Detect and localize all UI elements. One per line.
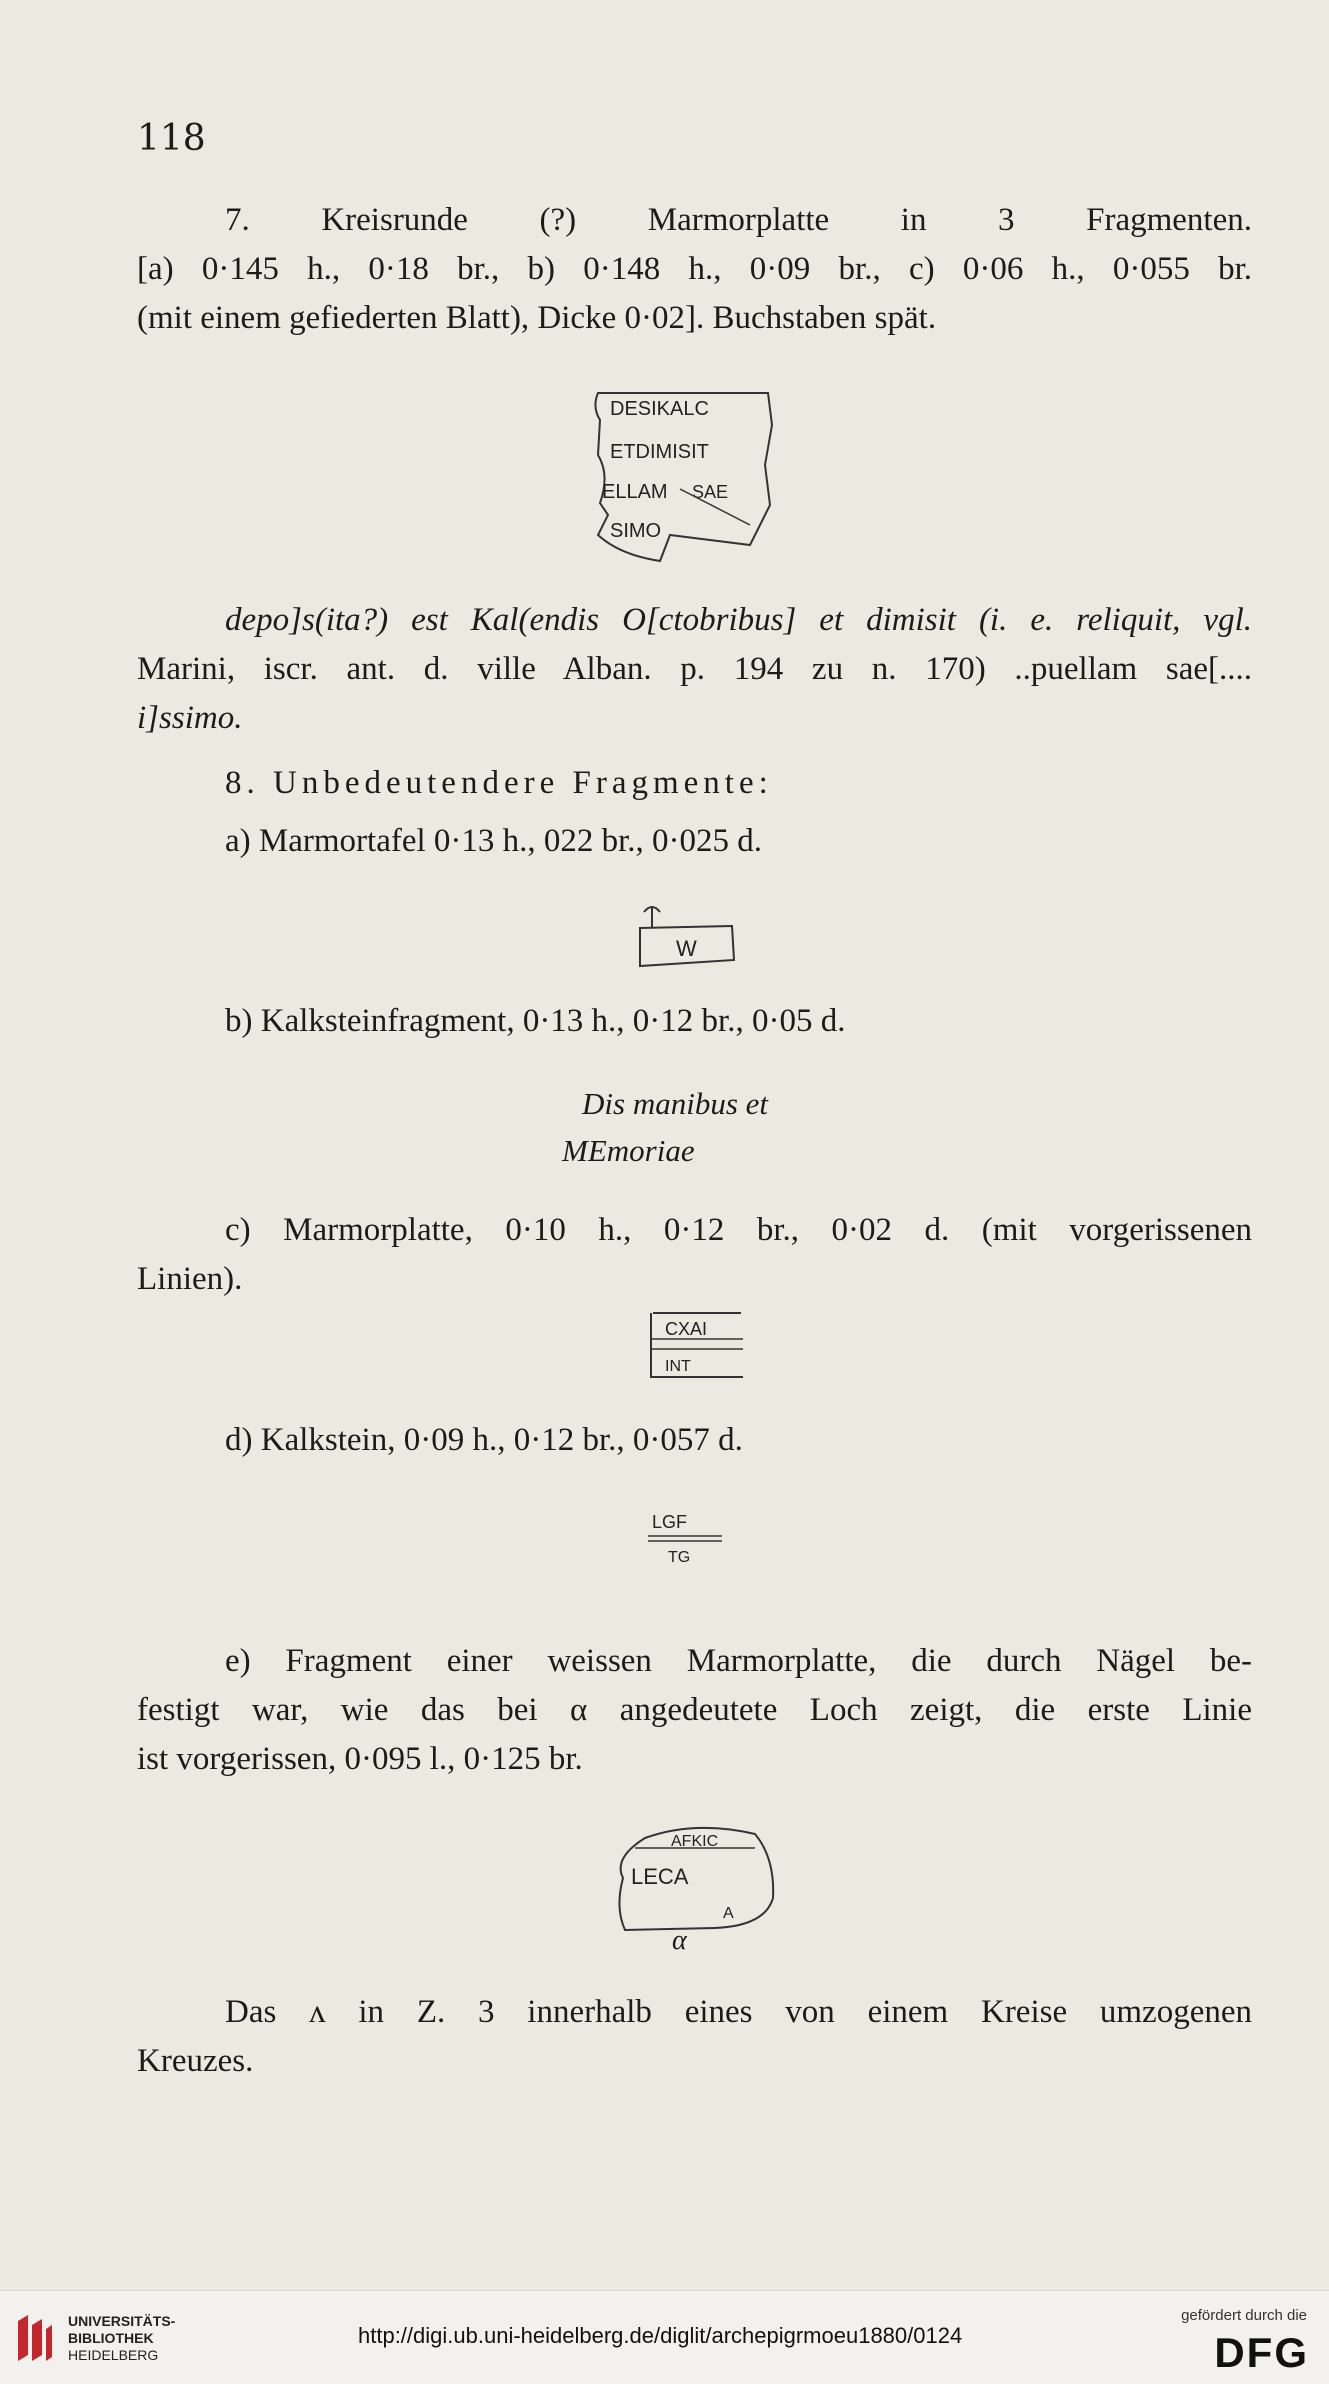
fig7-line-2: ETDIMISIT — [610, 441, 709, 463]
fig8d-line-1: LGF — [652, 1512, 688, 1532]
footer-bar — [0, 2290, 1329, 2384]
inscription-figure-8a — [632, 898, 742, 978]
section-8c-line-2: Linien). — [137, 1261, 243, 1297]
section-8a: a) Marmortafel 0·13 h., 022 br., 0·025 d. — [225, 823, 763, 859]
fig7-line-3b: SAE — [692, 482, 729, 502]
fig8c-line-2: INT — [665, 1358, 691, 1375]
figure-8e-alpha-label: α — [672, 1925, 687, 1956]
section-7-line-2: [a) 0·145 h., 0·18 br., b) 0·148 h., 0·09 br., c) 0·06 h., 0·055 br. — [137, 251, 1252, 287]
section-8b: b) Kalksteinfragment, 0·13 h., 0·12 br., 0·05 d. — [225, 1003, 846, 1039]
inscription-figure-8c — [643, 1305, 753, 1385]
section-8-final-line-2: Kreuzes. — [137, 2043, 254, 2079]
section-7-reading-line-1: depo]s(ita?) est Kal(endis O[ctobribus] et dimisit (i. e. reliquit, vgl. — [225, 602, 1252, 638]
fig8a-text: W — [676, 936, 697, 961]
dfg-funding-label: gefördert durch die — [1181, 2307, 1307, 2324]
library-name-line-3: HEIDELBERG — [68, 2347, 159, 2363]
library-logo-icon — [14, 2311, 54, 2365]
section-8e-line-3: ist vorgerissen, 0·095 l., 0·125 br. — [137, 1741, 583, 1777]
fig8e-line-2: LECA — [631, 1864, 689, 1889]
section-7-line-3: (mit einem gefiederten Blatt), Dicke 0·02]. Buchstaben spät. — [137, 300, 937, 336]
fig8e-line-3: A — [723, 1905, 734, 1922]
section-7-reading-line-3: i]ssimo. — [137, 700, 243, 736]
fig8d-line-2: TG — [668, 1549, 691, 1566]
dfg-logo: DFG — [1214, 2329, 1309, 2376]
section-8d: d) Kalkstein, 0·09 h., 0·12 br., 0·057 d. — [225, 1422, 743, 1458]
section-7-line-1: 7. Kreisrunde (?) Marmorplatte in 3 Fragmenten. — [225, 202, 1252, 238]
library-name — [68, 2313, 175, 2364]
fig8e-line-1: AFKIC — [671, 1833, 719, 1850]
section-8e-line-1: e) Fragment einer weissen Marmorplatte, die durch Nägel be- — [225, 1643, 1252, 1679]
fig7-line-4: SIMO — [610, 520, 662, 542]
section-8e-line-2: festigt war, wie das bei α angedeutete Loch zeigt, die erste Linie — [137, 1692, 1252, 1728]
fig8c-line-1: CXAI — [665, 1319, 708, 1339]
section-8-heading: 8. Unbedeutendere Fragmente: — [225, 765, 773, 801]
inscription-figure-8e — [605, 1818, 785, 1958]
library-name-line-1: UNIVERSITÄTS- — [68, 2313, 176, 2329]
section-8c-line-1: c) Marmorplatte, 0·10 h., 0·12 br., 0·02 d. (mit vorgerissenen — [225, 1212, 1252, 1248]
document-url-link[interactable]: http://digi.ub.uni-heidelberg.de/diglit/archepigrmoeu1880/0124 — [358, 2323, 963, 2348]
section-8-final-line-1: Das ʌ in Z. 3 innerhalb eines von einem Kreise umzogenen — [225, 1994, 1252, 2030]
section-7-reading-line-2: Marini, iscr. ant. d. ville Alban. p. 194 zu n. 170) ..puellam sae[.... — [137, 651, 1252, 687]
library-name-line-2: BIBLIOTHEK — [68, 2330, 154, 2346]
fig7-line-3: ELLAM — [602, 481, 668, 503]
fig7-line-1: DESIKALC — [610, 398, 709, 420]
section-8b-caption-2: MEmoriae — [562, 1133, 695, 1168]
page-number: 118 — [137, 118, 206, 159]
inscription-figure-7 — [580, 385, 790, 570]
section-8b-caption-1: Dis manibus et — [582, 1086, 768, 1121]
inscription-figure-8d — [642, 1506, 732, 1566]
